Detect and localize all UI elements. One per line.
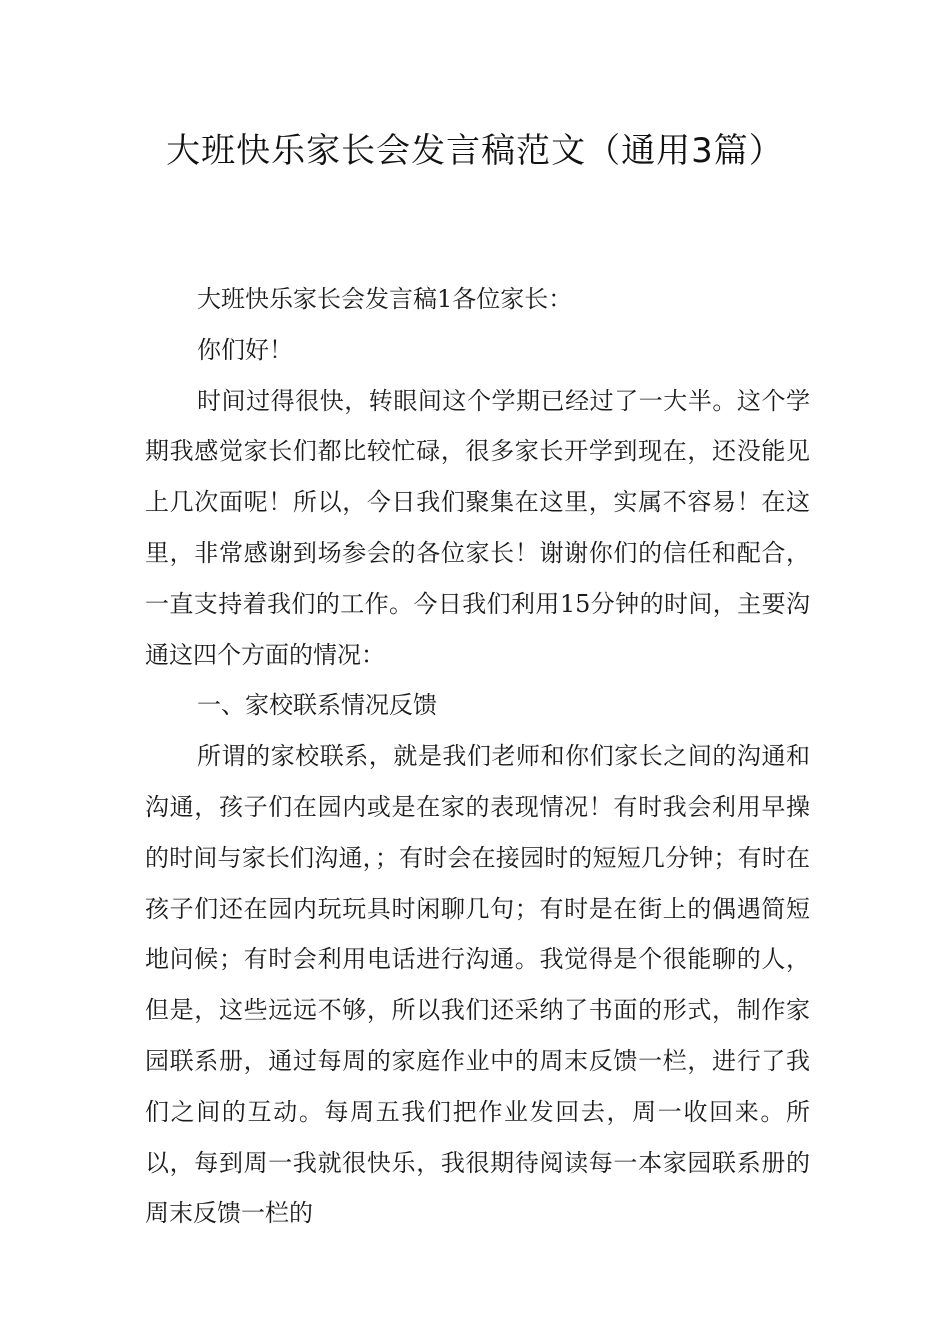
- section-heading-1: 一、家校联系情况反馈: [197, 691, 437, 720]
- intro-paragraph: 时间过得很快，转眼间这个学期已经过了一大半。这个学期我感觉家长们都比较忙碌，很多家长开学到现在，还没能见上几次面呢！所以，今日我们聚集在这里，实属不容易！在这里，非常感谢到场参会的各位家长！谢谢你们的信任和配合，一直支持着我们的工作。今日我们利用15分钟的时间，主要沟通这四个方面的情况：: [145, 386, 810, 669]
- salutation-paragraph: 你们好！: [197, 335, 293, 364]
- document-title: 大班快乐家长会发言稿范文（通用3篇）: [166, 131, 784, 171]
- section-1-paragraph: 所谓的家校联系，就是我们老师和你们家长之间的沟通和沟通，孩子们在园内或是在家的表现情况！有时我会利用早操的时间与家长们沟通，；有时会在接园时的短短几分钟；有时在孩子们还在园内玩玩具时闲聊几句；有时是在街上的偶遇简短地问候；有时会利用电话进行沟通。我觉得是个很能聊的人，但是，这些远远不够，所以我们还采纳了书面的形式，制作家园联系册，通过每周的家庭作业中的周末反馈一栏，进行了我们之间的互动。每周五我们把作业发回去，周一收回来。所以，每到周一我就很快乐，我很期待阅读每一本家园联系册的周末反馈一栏的: [145, 742, 810, 1228]
- greeting-paragraph: 大班快乐家长会发言稿1各位家长：: [197, 285, 573, 313]
- document-body: [145, 274, 810, 1239]
